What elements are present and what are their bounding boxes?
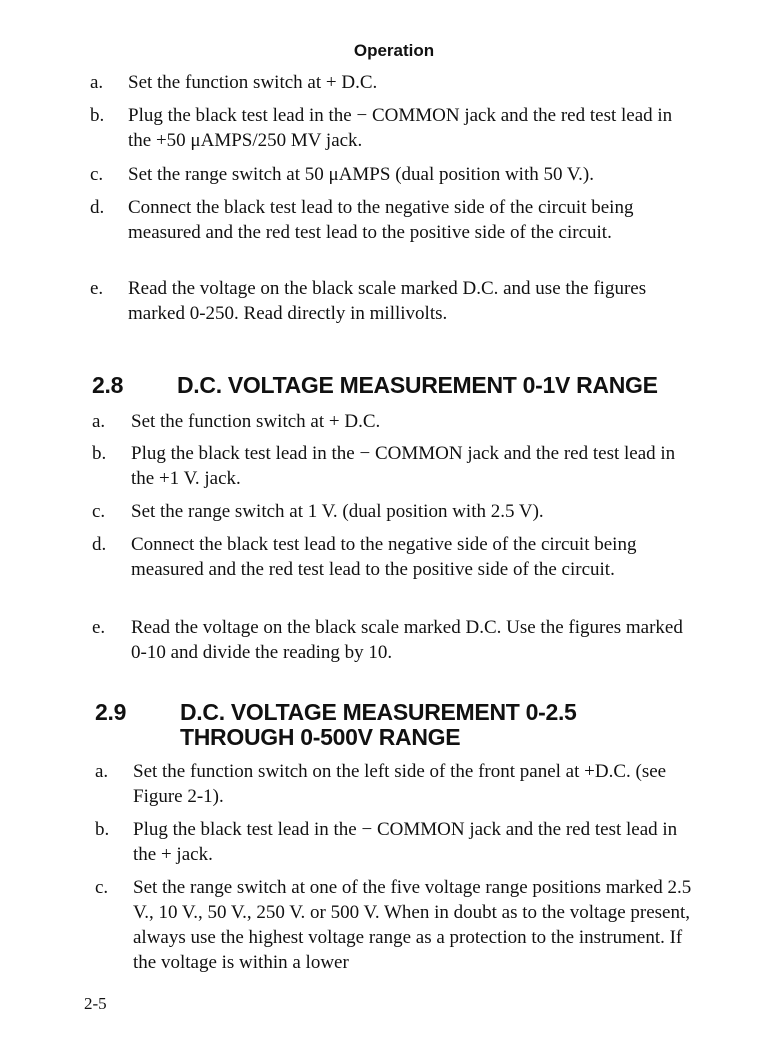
- page-number: 2-5: [84, 994, 107, 1013]
- list-item-label: a.: [95, 761, 109, 782]
- list-item-text: Read the voltage on the black scale marked D.C. Use the figures marked 0-10 and divide the reading by 10.: [131, 617, 683, 663]
- list-item-text: Plug the black test lead in the − COMMON jack and the red test lead in the + jack.: [133, 819, 678, 865]
- section-title: D.C. VOLTAGE MEASUREMENT 0-2.5 THROUGH 0-500V RANGE: [180, 699, 577, 750]
- list-item-label: b.: [90, 105, 105, 126]
- list-item-text: Set the function switch on the left side of the front panel at +D.C. (see Figure 2-1).: [133, 761, 667, 807]
- list-item-label: c.: [90, 164, 104, 185]
- section-number: 2.9: [95, 699, 127, 725]
- list-item-label: b.: [92, 443, 107, 464]
- list-item-text: Connect the black test lead to the negative side of the circuit being measured and the red test lead to the positive side of the circuit.: [128, 197, 634, 243]
- list-item-label: a.: [90, 72, 104, 93]
- list-item-text: Read the voltage on the black scale marked D.C. and use the figures marked 0-250. Read directly in millivolts.: [128, 278, 647, 324]
- list-item-text: Set the function switch at + D.C.: [128, 72, 378, 93]
- section-number: 2.8: [92, 372, 124, 398]
- list-item-label: d.: [92, 534, 107, 555]
- list-item-label: c.: [95, 877, 109, 898]
- list-item-text: Set the range switch at one of the five voltage range positions marked 2.5 V., 10 V., 50 V., 250 V. or 500 V. When in doubt as to the voltage present, always use the highest voltage range as a protection to the instrument. If the voltage is within a lower: [133, 877, 692, 973]
- list-item-label: b.: [95, 819, 110, 840]
- list-item-text: Set the range switch at 1 V. (dual position with 2.5 V).: [131, 501, 544, 522]
- page-header: Operation: [353, 41, 435, 60]
- list-item-label: e.: [90, 278, 104, 299]
- list-item-text: Plug the black test lead in the − COMMON jack and the red test lead in the +50 μAMPS/250 MV jack.: [128, 105, 673, 151]
- list-item-label: c.: [92, 501, 106, 522]
- list-item-label: e.: [92, 617, 106, 638]
- list-item-text: Set the function switch at + D.C.: [131, 411, 381, 432]
- list-item-label: d.: [90, 197, 105, 218]
- list-item-text: Plug the black test lead in the − COMMON jack and the red test lead in the +1 V. jack.: [131, 443, 676, 489]
- list-item-label: a.: [92, 411, 106, 432]
- list-item-text: Set the range switch at 50 μAMPS (dual position with 50 V.).: [128, 164, 594, 185]
- section-title: D.C. VOLTAGE MEASUREMENT 0-1V RANGE: [177, 372, 658, 398]
- list-item-text: Connect the black test lead to the negative side of the circuit being measured and the red test lead to the positive side of the circuit.: [131, 534, 637, 580]
